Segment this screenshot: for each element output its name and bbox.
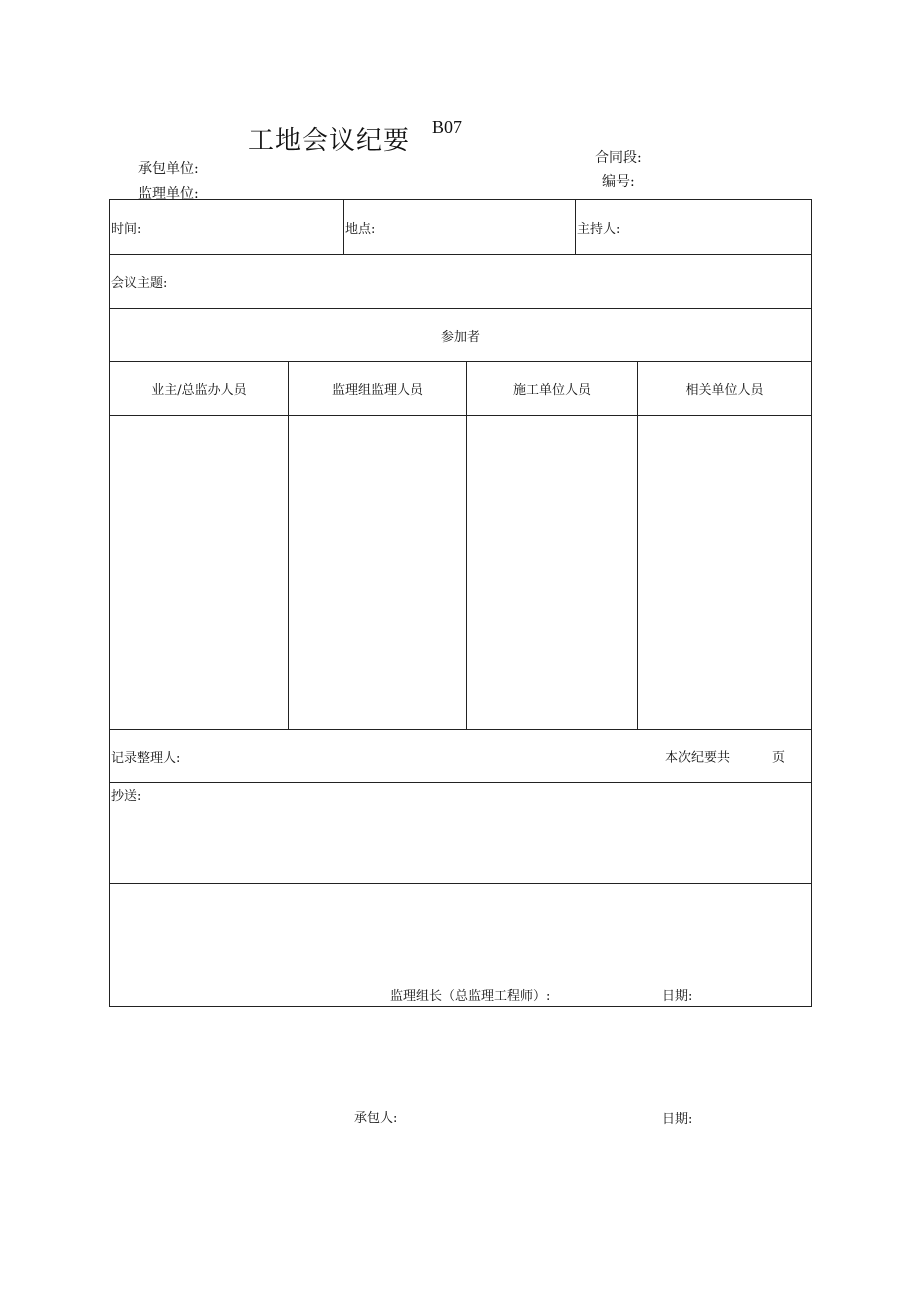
number-label: 编号: (602, 174, 635, 190)
form-code: B07 (432, 117, 463, 137)
chief-signature-line (390, 985, 800, 1004)
cc-label: 抄送: (111, 789, 142, 804)
place-label: 地点: (345, 221, 376, 237)
column-related-staff: 相关单位人员 (638, 362, 812, 416)
column-owner-staff: 业主/总监办人员 (110, 362, 289, 416)
host-label: 主持人: (577, 221, 621, 237)
row-column-headers (110, 362, 812, 416)
participants-heading: 参加者 (110, 309, 812, 362)
row-recorder (110, 730, 812, 783)
row-basic-info (110, 200, 812, 255)
row-topic (110, 255, 812, 309)
row-participant-lists (110, 416, 812, 730)
row-cc (110, 783, 812, 884)
row-participants-heading (110, 309, 812, 362)
contractor-sign-label: 承包人: (354, 1111, 398, 1126)
supervisor-unit-label: 监理单位: (138, 186, 199, 202)
page-count (665, 747, 785, 766)
pages-label: 本次纪要共 (665, 750, 731, 766)
topic-label: 会议主题: (111, 276, 168, 291)
owner-staff-field[interactable] (110, 416, 289, 730)
construction-staff-field[interactable] (467, 416, 638, 730)
row-chief-signature (110, 884, 812, 1007)
supervision-staff-field[interactable] (289, 416, 467, 730)
column-supervision-staff: 监理组监理人员 (289, 362, 467, 416)
topic-cell[interactable] (110, 255, 812, 309)
recorder-label: 记录整理人: (111, 750, 181, 766)
place-cell[interactable] (344, 200, 576, 255)
related-staff-field[interactable] (638, 416, 812, 730)
time-label: 时间: (111, 221, 142, 237)
meeting-minutes-table (109, 199, 812, 1007)
contract-section-label: 合同段: (595, 150, 642, 166)
contractor-unit-label: 承包单位: (138, 161, 199, 177)
cc-cell[interactable] (110, 783, 812, 884)
chief-signature-cell[interactable] (110, 884, 812, 1007)
form-title: 工地会议纪要 (248, 126, 411, 156)
column-construction-staff: 施工单位人员 (467, 362, 638, 416)
recorder-cell[interactable] (110, 730, 812, 783)
contractor-date-label: 日期: (662, 1112, 693, 1127)
chief-label: 监理组长（总监理工程师）: (390, 989, 551, 1004)
chief-date-label: 日期: (662, 989, 693, 1004)
pages-unit: 页 (772, 750, 786, 766)
host-cell[interactable] (576, 200, 812, 255)
time-cell[interactable] (110, 200, 344, 255)
